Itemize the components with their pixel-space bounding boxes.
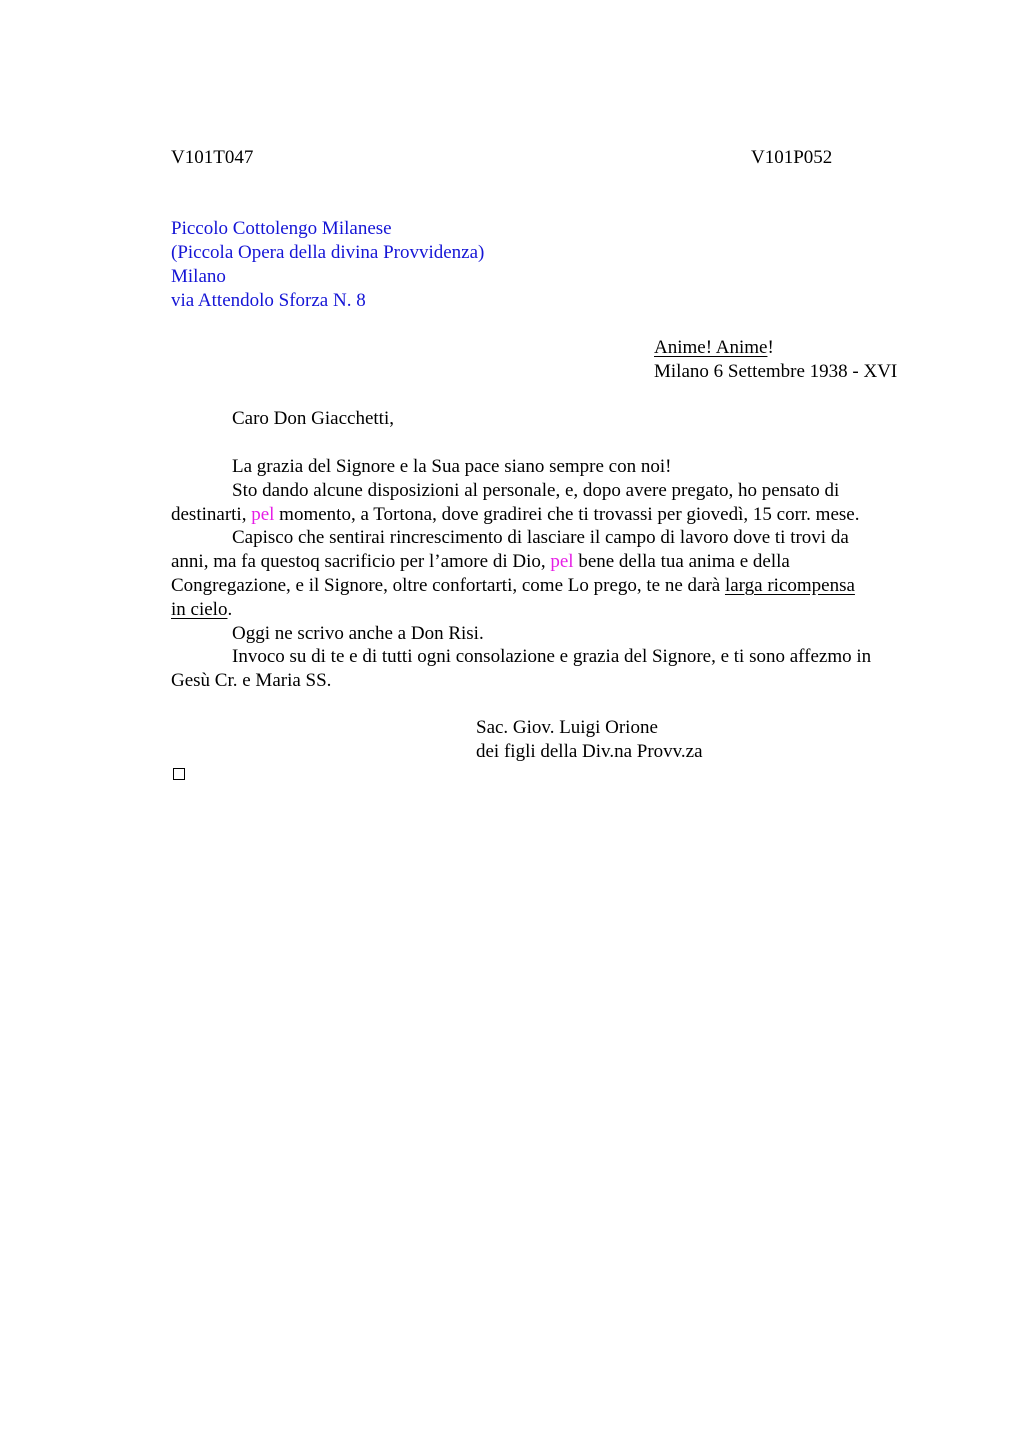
signature-line-1: Sac. Giov. Luigi Orione	[476, 717, 658, 738]
document-code-right: V101P052	[751, 147, 833, 168]
salutation: Caro Don Giacchetti,	[232, 408, 394, 429]
body-text-segment: .	[227, 598, 233, 620]
body-paragraph-5-line-1: Invoco su di te e di tutti ogni consolazione e grazia del Signore, e ti sono affezmo in	[232, 646, 872, 668]
body-paragraph-3-line-2	[171, 550, 931, 574]
letterhead-line-4: via Attendolo Sforza N. 8	[171, 290, 366, 311]
letterhead	[171, 217, 484, 313]
letterhead-line-3: Milano	[171, 266, 226, 287]
body-paragraph-5-line-2: Gesù Cr. e Maria SS.	[171, 670, 332, 692]
letterhead-line-1: Piccolo Cottolengo Milanese	[171, 218, 392, 239]
body-text-segment: anni, ma fa questoq sacrificio per l’amore di Dio,	[171, 551, 551, 573]
document-code-left: V101T047	[171, 147, 254, 168]
dateline: Milano 6 Settembre 1938 - XVI	[654, 361, 898, 382]
body-paragraph-1: La grazia del Signore e la Sua pace siano sempre con noi!	[232, 456, 672, 477]
highlighted-word: pel	[251, 503, 275, 525]
body-paragraph-4: Oggi ne scrivo anche a Don Risi.	[232, 622, 484, 644]
signature-line-2: dei figli della Div.na Provv.za	[476, 741, 703, 762]
body-text-segment: destinarti,	[171, 503, 252, 525]
highlighted-word: pel	[550, 551, 574, 573]
motto	[654, 336, 774, 360]
body-paragraph-2-line-2	[171, 503, 931, 527]
body-paragraph-3-line-1: Capisco che sentirai rincrescimento di lasciare il campo di lavoro dove ti trovi da	[232, 527, 849, 549]
body-text-segment: momento, a Tortona, dove gradirei che ti trovassi per giovedì, 15 corr. mese.	[274, 503, 860, 525]
body-text-segment: bene della tua anima e della	[573, 551, 790, 573]
letter-body	[171, 455, 931, 693]
body-paragraph-3-line-4	[171, 598, 931, 622]
body-paragraph-3-line-3	[171, 574, 931, 598]
motto-underlined: Anime! Anime	[654, 337, 768, 358]
letterhead-line-2: (Piccola Opera della divina Provvidenza)	[171, 242, 485, 263]
motto-end: !	[767, 337, 774, 358]
body-paragraph-2-line-1: Sto dando alcune disposizioni al personale, e, dopo avere pregato, ho pensato di	[232, 479, 840, 501]
body-text-segment: Congregazione, e il Signore, oltre confortarti, come Lo prego, te ne darà	[171, 574, 725, 596]
underlined-phrase: in cielo	[171, 598, 228, 620]
underlined-phrase: larga ricompensa	[724, 574, 855, 596]
end-mark-box	[173, 768, 185, 780]
